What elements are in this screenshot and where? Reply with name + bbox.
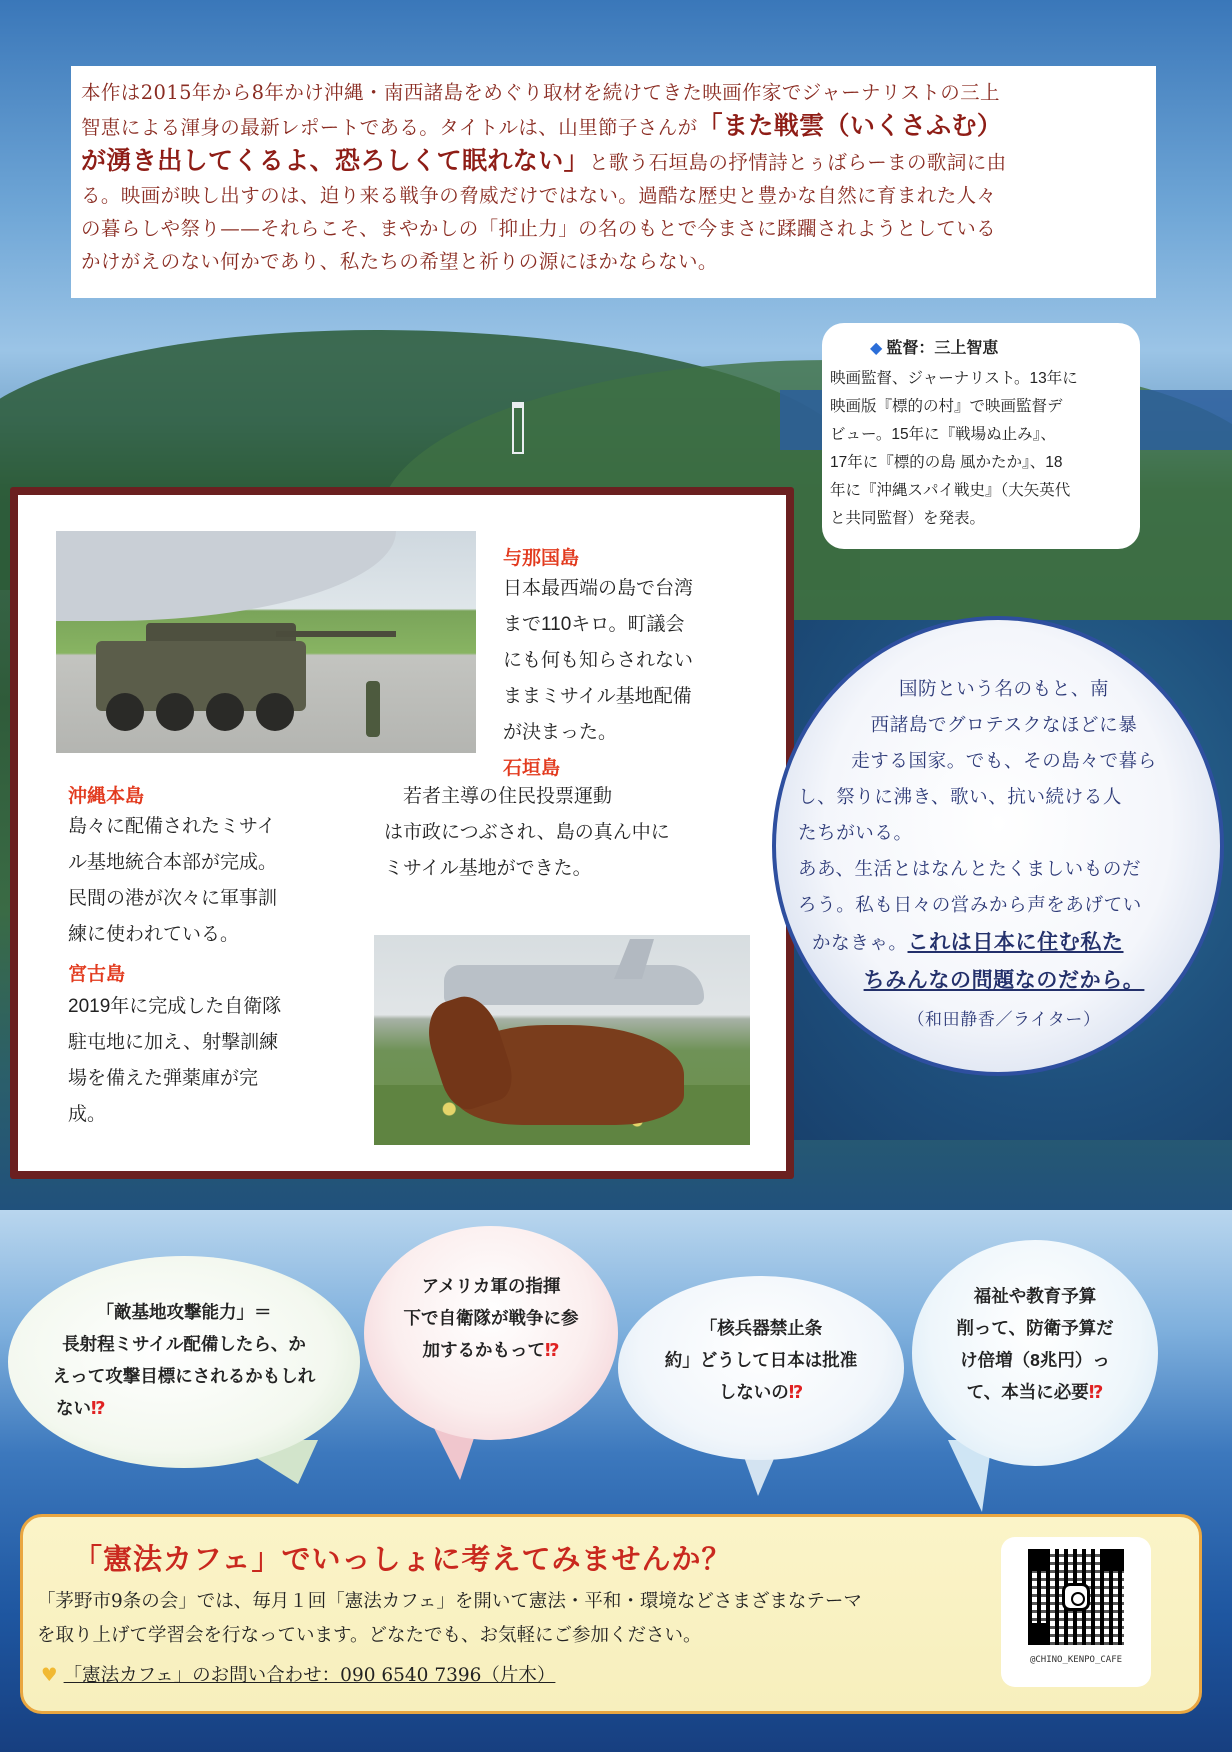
island-desc-yonaguni (503, 571, 693, 751)
quote-text (798, 672, 1210, 1038)
director-profile-card (822, 323, 1140, 549)
wheel-shape (156, 693, 194, 731)
wheel-shape (206, 693, 244, 731)
exclamation-question-icon: ⁉ (544, 1340, 560, 1360)
desc-line: ミサイル基地ができた。 (384, 858, 592, 879)
islands-frame (10, 487, 794, 1179)
bubble-line: 加するかもって (422, 1340, 545, 1360)
director-bio-line: と共同監督）を発表。 (830, 510, 986, 527)
director-heading (830, 335, 1130, 363)
cafe-body-line: を取り上げて学習会を行なっています。どなたでも、お気軽にご参加ください。 (37, 1625, 702, 1646)
bubble-line: 下で自衛隊が戦争に参 (403, 1308, 579, 1328)
cafe-body-line: 「茅野市9条の会」では、毎月１回「憲法カフェ」を開いて憲法・平和・環境などさまざまなテーマ (37, 1591, 862, 1612)
desc-line: は市政につぶされ、島の真ん中に (384, 822, 670, 843)
speech-bubble-enemy-base (8, 1256, 360, 1468)
director-name: 監督：三上智恵 (886, 340, 999, 357)
bubble-line: しないの (718, 1382, 789, 1402)
quote-author: （和田静香／ライター） (907, 1010, 1101, 1030)
bubble-line: て、本当に必要 (966, 1382, 1089, 1402)
desc-line: が決まった。 (503, 722, 618, 743)
desc-line: 若者主導の住民投票運動 (384, 786, 613, 807)
instagram-handle: @CHINO_KENPO_CAFE (1029, 1655, 1123, 1665)
island-name-okinawa: 沖縄本島 (68, 786, 145, 807)
reviewer-quote-oval (772, 616, 1224, 1076)
bubble-line: えって攻撃目標にされるかもしれ (52, 1366, 316, 1386)
airplane-shape (444, 965, 704, 1005)
qr-code-card[interactable] (1001, 1537, 1151, 1687)
quote-line: し、祭りに沸き、歌い、抗い続ける人 (798, 787, 1122, 808)
director-bio-line: 映画監督、ジャーナリスト。13年に (830, 370, 1078, 387)
exclamation-question-icon: ⁉ (788, 1382, 804, 1402)
island-name-miyako: 宮古島 (68, 964, 126, 985)
instagram-icon (1062, 1583, 1090, 1611)
cafe-contact (41, 1661, 555, 1687)
heart-icon: ♥ (41, 1665, 58, 1686)
film-title-part: が湧き出してくるよ、恐ろしくて眠れない」 (81, 146, 590, 175)
vehicle-gun-shape (276, 631, 396, 637)
desc-line: 民間の港が次々に軍事訓 (68, 888, 278, 909)
speech-bubble-us-command (364, 1226, 618, 1440)
bubble-line: 「核兵器禁止条 (699, 1318, 823, 1338)
bubble-line: 約」どうして日本は批准 (664, 1350, 858, 1370)
cafe-heading: 「憲法カフェ」でいっしょに考えてみませんか？ (73, 1544, 732, 1576)
desc-line: ままミサイル基地配備 (503, 686, 692, 707)
desc-line: にも何も知らされない (503, 650, 694, 671)
intro-paragraph (71, 66, 1156, 298)
island-desc-okinawa (68, 809, 277, 953)
island-name-yonaguni: 与那国島 (503, 548, 580, 569)
quote-line: ろう。私も日々の営みから声をあげてい (798, 895, 1142, 916)
military-vehicle-photo (56, 531, 476, 753)
quote-line: 国防という名のもと、南 (898, 679, 1110, 700)
island-name-ishigaki: 石垣島 (503, 758, 561, 779)
intro-line: かけがえのない何かであり、私たちの希望と祈りの源にほかならない。 (81, 250, 718, 273)
speech-bubble-defense-budget (912, 1240, 1158, 1466)
director-bio-line: 年に『沖縄スパイ戦史』（大矢英代 (830, 482, 1071, 499)
quote-line: 西諸島でグロテスクなほどに暴 (870, 715, 1138, 736)
island-desc-ishigaki (384, 779, 670, 887)
horse-and-plane-photo (374, 935, 750, 1145)
radar-tower (512, 402, 524, 454)
director-bio-line: ビュー。15年に『戦場ぬ止み』、 (830, 426, 1056, 443)
intro-line: る。映画が映し出すのは、迫り来る戦争の脅威だけではない。過酷な歴史と豊かな自然に育まれた人々 (81, 184, 997, 207)
desc-line: 駐屯地に加え、射撃訓練 (68, 1032, 279, 1053)
transport-plane-shape (56, 531, 396, 621)
diamond-icon: ◆ (870, 340, 883, 357)
desc-line: 練に使われている。 (68, 924, 240, 945)
speech-bubble-nuclear-ban (618, 1276, 904, 1460)
desc-line: まで110キロ。町議会 (503, 614, 685, 635)
desc-line: 成。 (68, 1104, 107, 1125)
kenpo-cafe-box (20, 1514, 1202, 1714)
soldier-figure (366, 681, 380, 737)
director-bio-line: 映画版『標的の村』で映画監督デ (830, 398, 1063, 415)
quote-line: たちがいる。 (798, 823, 913, 844)
bubble-line: ない (56, 1398, 91, 1418)
desc-line: 場を備えた弾薬庫が完 (68, 1068, 259, 1089)
qr-code[interactable] (1028, 1549, 1124, 1645)
bubble-line: 福祉や教育予算 (973, 1286, 1097, 1306)
desc-line: 2019年に完成した自衛隊 (68, 996, 282, 1017)
bubble-line: 長射程ミサイル配備したら、か (62, 1334, 306, 1354)
bubble-line: 削って、防衛予算だ (956, 1318, 1114, 1338)
intro-line: 本作は2015年から8年かけ沖縄・南西諸島をめぐり取材を続けてきた映画作家でジャーナリストの三上 (81, 81, 1000, 104)
bubble-line: アメリカ軍の指揮 (421, 1276, 561, 1296)
quote-line: かなきゃ。 (812, 933, 908, 954)
desc-line: 日本最西端の島で台湾 (503, 578, 694, 599)
quote-emphasis: ちみんなの問題なのだから。 (863, 967, 1145, 992)
bubble-line: 「敵基地攻撃能力」＝ (96, 1302, 272, 1322)
quote-line: ああ、生活とはなんとたくましいものだ (798, 859, 1142, 880)
director-bio-line: 17年に『標的の島 風かたか』、18 (830, 454, 1063, 471)
quote-emphasis: これは日本に住む私た (907, 929, 1124, 954)
desc-line: ル基地統合本部が完成。 (68, 852, 278, 873)
wheel-shape (256, 693, 294, 731)
exclamation-question-icon: ⁉ (91, 1398, 106, 1418)
intro-line: と歌う石垣島の抒情詩とぅばらーまの歌詞に由 (589, 151, 1007, 174)
island-desc-miyako (68, 989, 281, 1133)
contact-phone-text: 「憲法カフェ」のお問い合わせ：090 6540 7396（片木） (63, 1665, 556, 1686)
intro-line: の暮らしや祭り——それらこそ、まやかしの「抑止力」の名のもとで今まさに蹂躙されようとしている (81, 217, 997, 240)
islands-panel (18, 495, 786, 1171)
intro-line: 智恵による渾身の最新レポートである。タイトルは、山里節子さんが (81, 116, 698, 139)
desc-line: 島々に配備されたミサイ (68, 816, 276, 837)
bubble-line: け倍増（8兆円）っ (960, 1350, 1110, 1370)
cafe-description (37, 1585, 957, 1653)
quote-line: 走する国家。でも、その島々で暮ら (851, 751, 1157, 772)
wheel-shape (106, 693, 144, 731)
exclamation-question-icon: ⁉ (1088, 1382, 1104, 1402)
film-title-part: 「また戦雲（いくさふむ） (697, 111, 1003, 140)
